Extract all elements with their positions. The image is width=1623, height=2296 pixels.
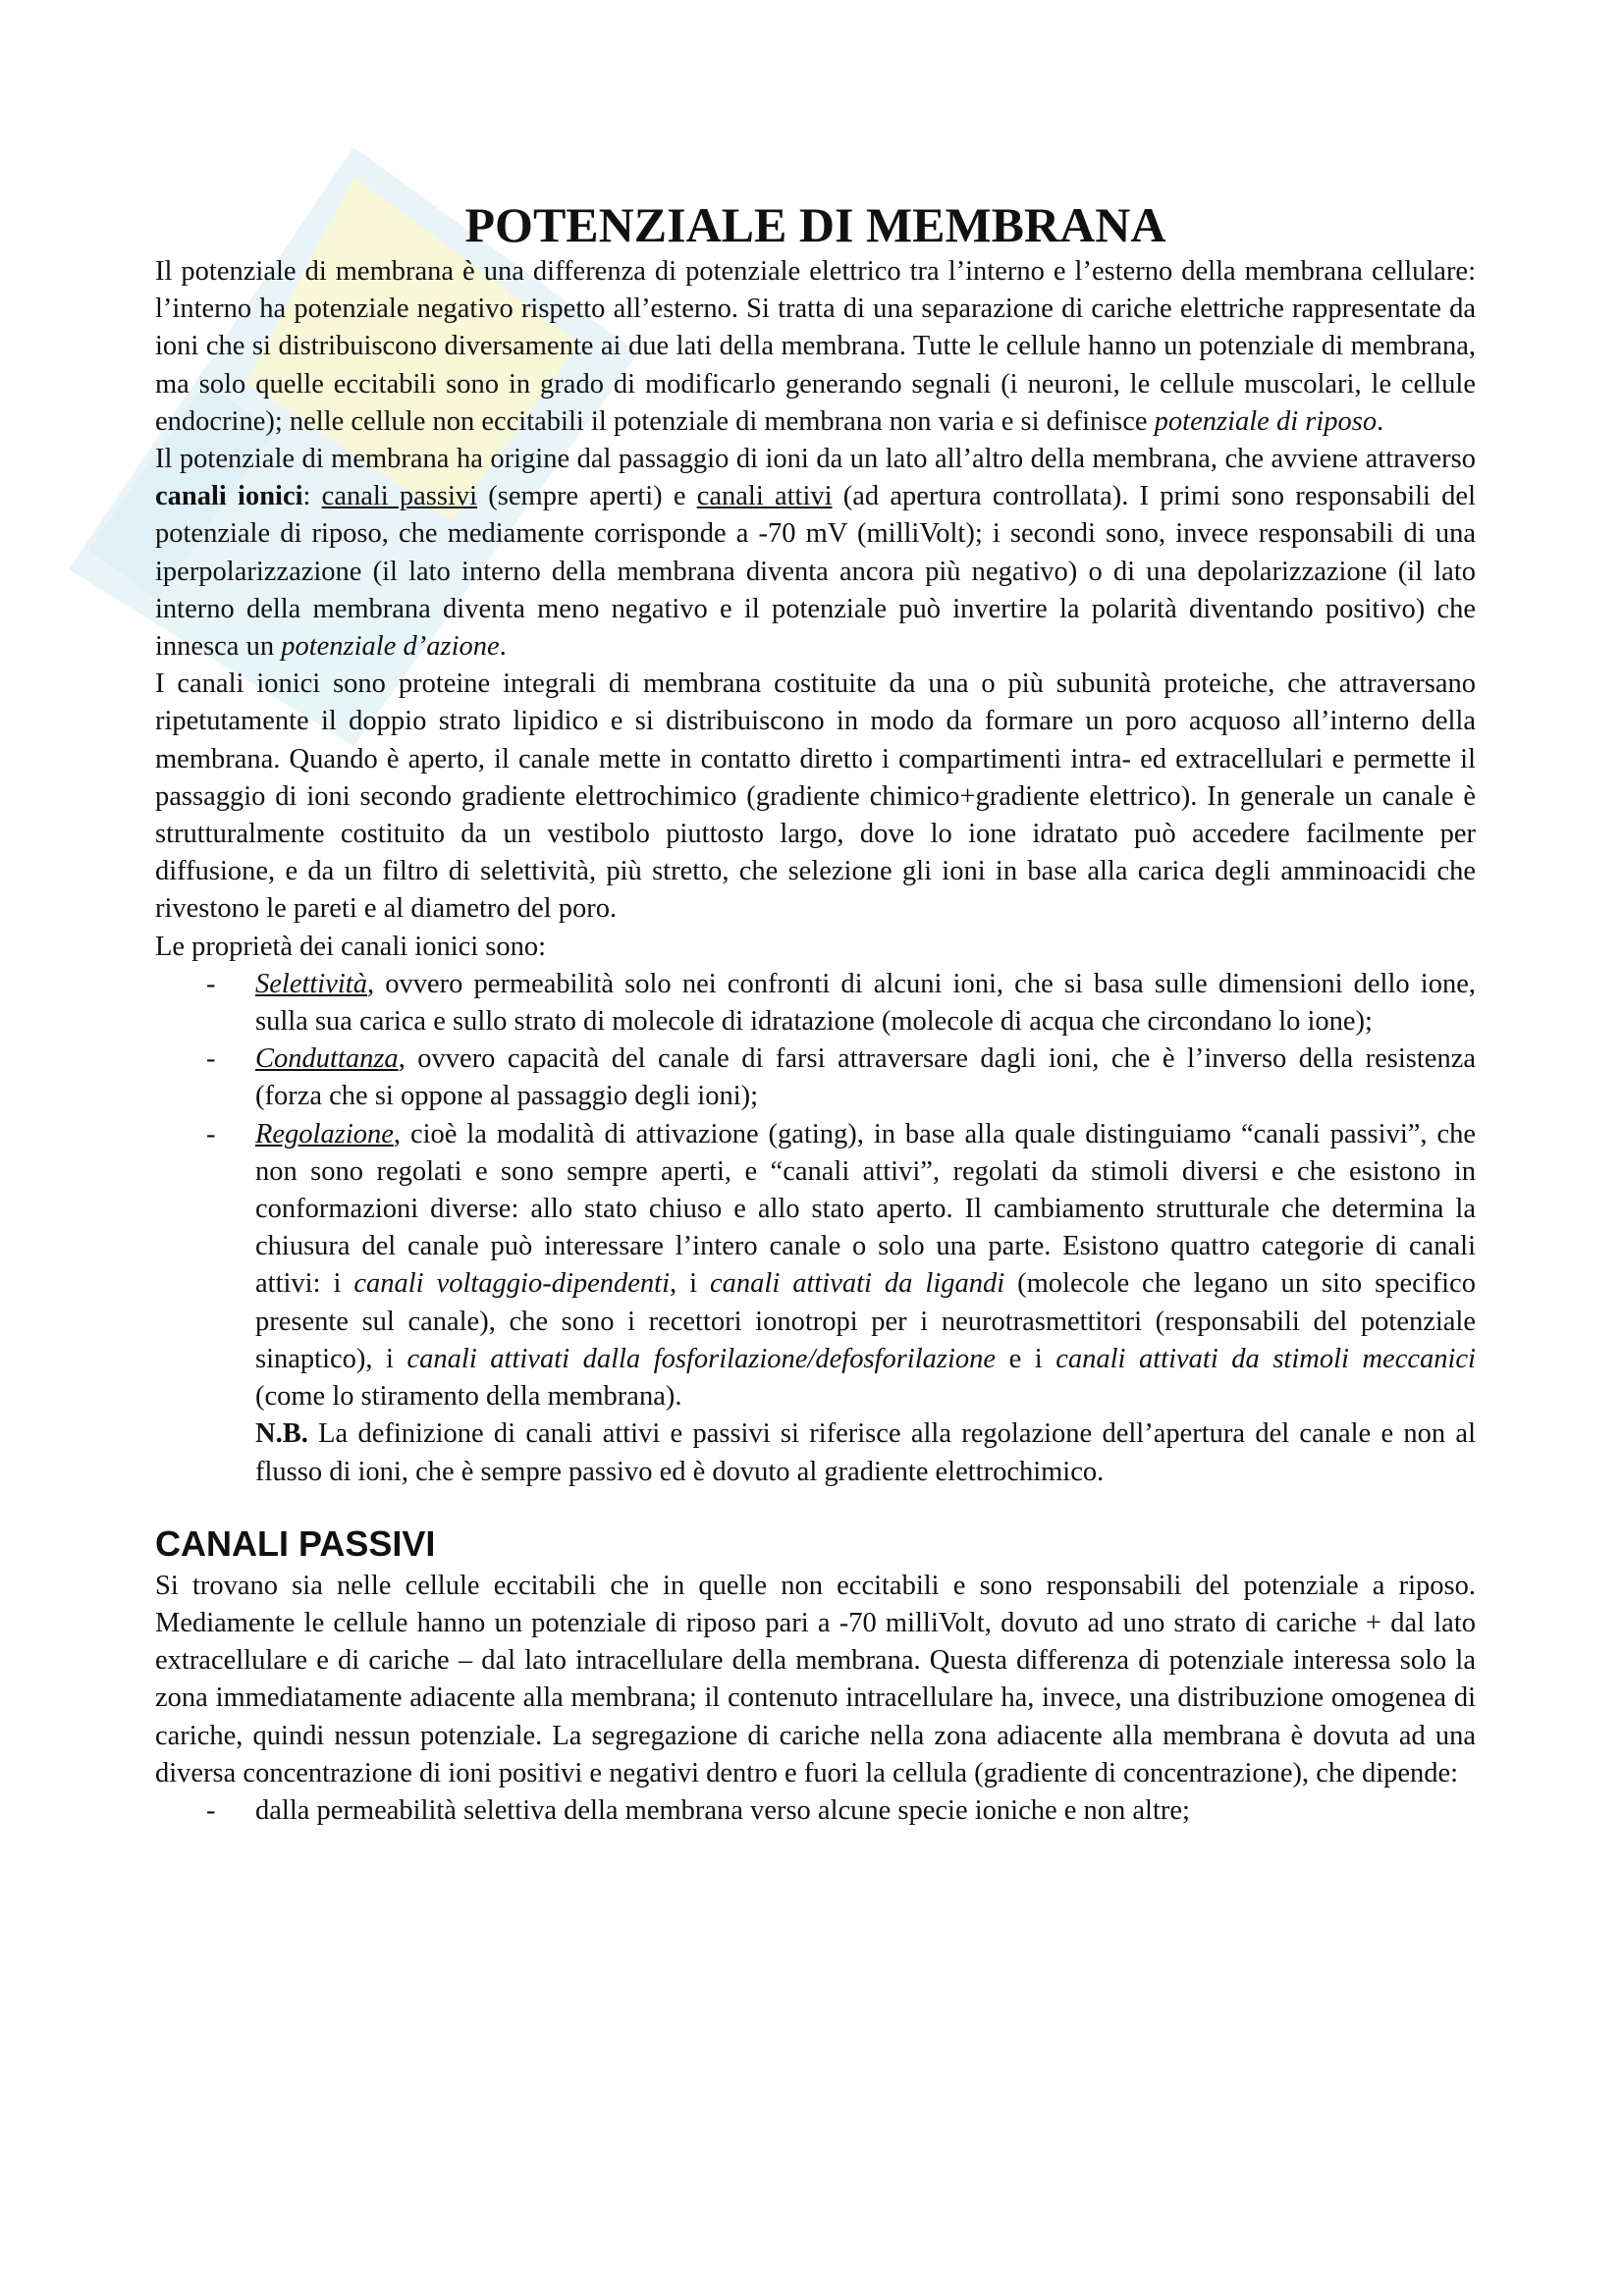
list-item: - Regolazione, cioè la modalità di attivazione (gating), in base alla quale distinguiamo “canali passivi”, che non sono regolati e sono sempre aperti, e “canali attivi”, regolati da stimoli diversi e che esistono in conformazioni diverse: allo stato chiuso e allo stato aperto. Il cambiamento strutturale che determina la chiusura del canale può interessare l’intero canale o solo una parte. Esistono quattro categorie di canali attivi: i canali voltaggio-dipendenti, i canali attivati da ligandi (molecole che legano un sito specifico presente sul canale), che sono i recettori ionotropi per i neurotrasmettitori (responsabili del potenziale sinaptico), i canali attivati dalla fosforilazione/defosforilazione e i canali attivati da stimoli meccanici (come lo stiramento della membrana). [155,1116,1476,1416]
list-item: - Conduttanza, ovvero capacità del canale di farsi attraversare dagli ioni, che è l’inverso della resistenza (forza che si oppone al passaggio degli ioni); [155,1041,1476,1115]
term-conduttanza: Conduttanza [255,1043,399,1075]
paragraph-ion-channels-origin: Il potenziale di membrana ha origine dal passaggio di ioni da un lato all’altro della membrana, che avviene attraverso canali ionici: canali passivi (sempre aperti) e canali attivi (ad apertura controllata). I primi sono responsabili del potenziale di riposo, che mediamente corrisponde a -70 mV (milliVolt); i secondi sono, invece responsabili di una iperpolarizzazione (il lato interno della membrana diventa ancora più negativo) o di una depolarizzazione (il lato interno della membrana diventa meno negativo e il potenziale può invertire la polarità diventando positivo) che innesca un potenziale d’azione. [155,444,1476,663]
term-regolazione: Regolazione [255,1118,394,1149]
dash-bullet: - [206,1043,216,1075]
intro-paragraph: Il potenziale di membrana è una differenza di potenziale elettrico tra l’interno e l’esterno della membrana cellulare: l’interno ha potenziale negativo rispetto all’esterno. Si tratta di una separazione di cariche elettriche rappresentate da ioni che si distribuiscono diversamente ai due lati della membrana. Tutte le cellule hanno un potenziale di membrana, ma solo quelle eccitabili sono in grado di modificarlo generando segnali (i neuroni, le cellule muscolari, le cellule endocrine); nelle cellule non eccitabili il potenziale di membrana non varia e si definisce potenziale di riposo. [155,256,1476,437]
properties-intro: Le proprietà dei canali ionici sono: [155,931,547,962]
term-canali-attivi: canali attivi [696,481,833,512]
nb-note: N.B. La definizione di canali attivi e passivi si riferisce alla regolazione dell’apertura del canale e non al flusso di ioni, che è sempre passivo ed è dovuto al gradiente elettrochimico. [255,1418,1476,1487]
list-item: - Selettività, ovvero permeabilità solo nei confronti di alcuni ioni, che si basa sulle dimensioni dello ione, sulla sua carica e sullo strato di molecole di idratazione (molecole di acqua che circondano lo ione); [155,966,1476,1041]
section-title-canali-passivi: CANALI PASSIVI [155,1522,436,1564]
section-paragraph: Si trovano sia nelle cellule eccitabili che in quelle non eccitabili e sono responsabili del potenziale a riposo. Mediamente le cellule hanno un potenziale di riposo pari a -70 milliVolt, dovuto ad uno strato di cariche + dal lato extracellulare e di cariche – dal lato intracellulare della membrana. Questa differenza di potenziale interessa solo la zona immediatamente adiacente alla membrana; il contenuto intracellulare ha, invece, una distribuzione omogenea di cariche, quindi nessun potenziale. La segregazione di cariche nella zona adiacente alla membrana è dovuta ad una diversa concentrazione di ioni positivi e negativi dentro e fuori la cellula (gradiente di concentrazione), che dipende: [155,1570,1476,1789]
properties-list [155,966,1476,1415]
nb-label: N.B. [255,1418,308,1450]
page-title: POTENZIALE DI MEMBRANA [464,197,1166,252]
term-potenziale-di-riposo: potenziale di riposo [1154,405,1378,437]
document-page [155,196,1476,1830]
section-list [155,1792,1476,1830]
term-potenziale-azione: potenziale d’azione [281,631,500,663]
paragraph-ion-channel-structure: I canali ionici sono proteine integrali di membrana costituite da una o più subunità proteiche, che attraversano ripetutamente il doppio strato lipidico e si distribuiscono in modo da formare un poro acquoso all’interno della membrana. Quando è aperto, il canale mette in contatto diretto i compartimenti intra- ed extracellulari e permette il passaggio di ioni secondo gradiente elettrochimico (gradiente chimico+gradiente elettrico). In generale un canale è strutturalmente costituito da un vestibolo piuttosto largo, dove lo ione idratato può accedere facilmente per diffusione, e da un filtro di selettività, più stretto, che selezione gli ioni in base alla carica degli amminoacidi che rivestono le pareti e al diametro del poro. [155,668,1476,925]
dash-bullet: - [206,1118,216,1149]
dash-bullet: - [206,968,216,999]
term-canali-passivi: canali passivi [321,481,478,512]
term-selettivita: Selettività [255,968,367,999]
list-item: - dalla permeabilità selettiva della membrana verso alcune specie ioniche e non altre; [155,1792,1476,1830]
term-canali-ionici: canali ionici [155,481,303,512]
dash-bullet: - [206,1794,216,1826]
